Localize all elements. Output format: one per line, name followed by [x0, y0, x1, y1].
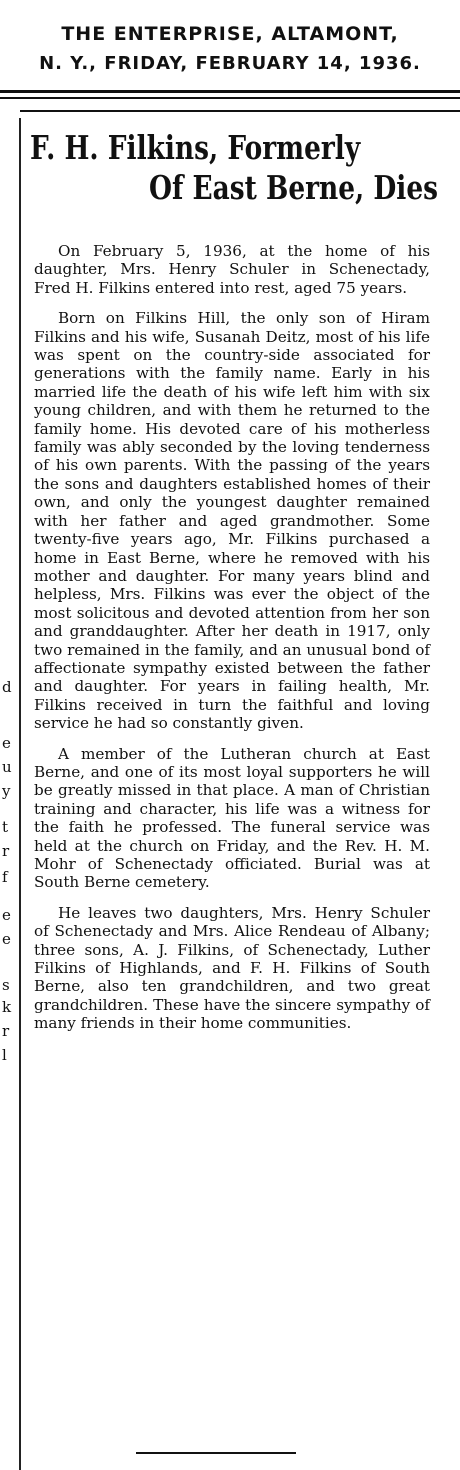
- masthead-rule-thick: [0, 90, 460, 93]
- article-headline: [30, 128, 438, 208]
- column-top-rule: [20, 110, 460, 112]
- fragment-letter: k: [2, 998, 12, 1016]
- fragment-letter: u: [2, 758, 12, 776]
- article-paragraph: A member of the Lutheran church at East Berne, and one of its most loyal supporters he will be greatly missed in that place. A man of Christian training and character, his life was a witness for the faith he professed. The funeral service was held at the church on Friday, and the Rev. H. M. Mohr of Schenectady officiated. Burial was at South Berne cemetery.: [34, 744, 430, 892]
- article-paragraph: On February 5, 1936, at the home of his daughter, Mrs. Henry Schuler in Schenectady, Fred H. Filkins entered into rest, aged 75 years.: [34, 242, 430, 297]
- fragment-letter: s: [2, 976, 10, 994]
- fragment-letter: t: [2, 818, 9, 836]
- masthead-dateline: N. Y., FRIDAY, FEBRUARY 14, 1936.: [39, 53, 421, 74]
- adjacent-column-fragment: [0, 118, 24, 1470]
- masthead-title: THE ENTERPRISE, ALTAMONT,: [61, 23, 399, 45]
- newspaper-masthead: [0, 22, 460, 76]
- headline-line-2: Of East Berne, Dies: [149, 168, 438, 207]
- fragment-letter: y: [2, 782, 11, 800]
- fragment-letter: r: [2, 842, 10, 860]
- fragment-letter: f: [2, 868, 8, 886]
- fragment-letter: e: [2, 734, 11, 752]
- fragment-letter: d: [2, 678, 12, 696]
- article-end-rule: [136, 1452, 296, 1454]
- article-paragraph: He leaves two daughters, Mrs. Henry Schuler of Schenectady and Mrs. Alice Rendeau of Albany; three sons, A. J. Filkins, of Schenectady, Luther Filkins of Highlands, and F. H. Filkins of South Berne, also ten grandchildren, and two great grandchildren. These have the sincere sympathy of many friends in their home communities.: [34, 903, 430, 1033]
- fragment-letter: e: [2, 930, 11, 948]
- column-divider: [19, 118, 21, 1470]
- headline-line-1: F. H. Filkins, Formerly: [30, 128, 361, 167]
- fragment-letter: l: [2, 1046, 7, 1064]
- masthead-rule-thin: [0, 97, 460, 99]
- article-paragraph: Born on Filkins Hill, the only son of Hiram Filkins and his wife, Susanah Deitz, most of his life was spent on the country-side associated for generations with the family name. Early in his married life the death of his wife left him with six young children, and with them he returned to the family home. His devoted care of his motherless family was ably seconded by the loving tenderness of his own parents. With the passing of the years the sons and daughters established homes of their own, and only the youngest daughter remained with her father and aged grandmother. Some twenty-five years ago, Mr. Filkins purchased a home in East Berne, where he removed with his mother and daughter. For many years blind and helpless, Mrs. Filkins was ever the object of the most solicitous and devoted attention from her son and granddaughter. After her death in 1917, only two remained in the family, and an unusual bond of affectionate sympathy existed between the father and daughter. For years in failing health, Mr. Filkins received in turn the faithful and loving service he had so constantly given.: [34, 309, 430, 733]
- fragment-letter: e: [2, 906, 11, 924]
- article-body: [34, 242, 430, 1045]
- fragment-letter: r: [2, 1022, 10, 1040]
